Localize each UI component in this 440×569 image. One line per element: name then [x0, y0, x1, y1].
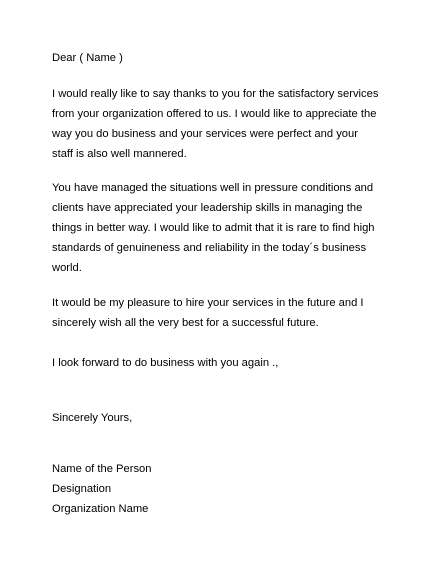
paragraph-line: I would really like to say thanks to you for the satisfactory services	[52, 88, 379, 100]
paragraph-line: standards of genuineness and reliability in the today´s business	[52, 242, 367, 254]
paragraph-future	[52, 293, 402, 333]
closing	[52, 408, 402, 428]
signature-name: Name of the Person	[52, 463, 152, 475]
paragraph-line: way you do business and your services were perfect and your	[52, 128, 358, 140]
paragraph-line: world.	[52, 262, 82, 274]
paragraph-line: I look forward to do business with you again .,	[52, 357, 279, 369]
salutation-text: Dear ( Name )	[52, 52, 123, 64]
paragraph-line: clients have appreciated your leadership skills in managing the	[52, 202, 363, 214]
paragraph-line: You have managed the situations well in pressure conditions and	[52, 182, 374, 194]
paragraph-line: things in better way. I would like to admit that it is rare to find high	[52, 222, 375, 234]
paragraph-line: staff is also well mannered.	[52, 148, 187, 160]
signature-designation: Designation	[52, 483, 112, 495]
paragraph-thanks	[52, 84, 402, 164]
paragraph-management	[52, 178, 402, 278]
closing-text: Sincerely Yours,	[52, 412, 133, 424]
signature-organization: Organization Name	[52, 503, 149, 515]
paragraph-look-forward	[52, 353, 402, 373]
paragraph-line: It would be my pleasure to hire your services in the future and I	[52, 297, 364, 309]
paragraph-line: from your organization offered to us. I would like to appreciate the	[52, 108, 377, 120]
paragraph-line: sincerely wish all the very best for a successful future.	[52, 317, 319, 329]
signature-block	[52, 459, 402, 519]
salutation	[52, 48, 402, 68]
